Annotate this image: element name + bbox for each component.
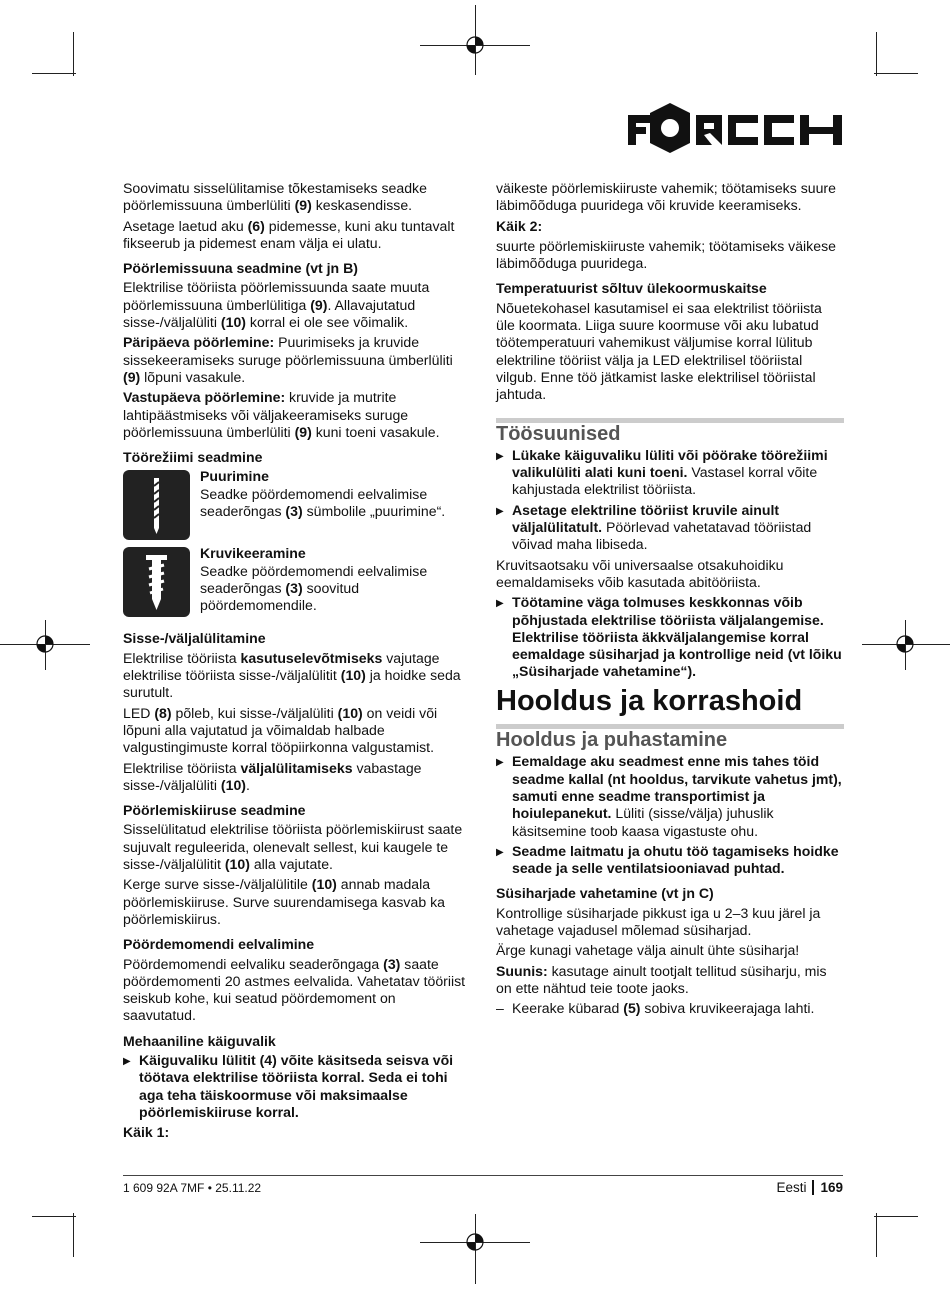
paragraph: LED (8) põleb, kui sisse-/väljalüliti (10) on veidi või lõpuni alla vajutatud ja võimaldab halbade valgustingimuste korral tööpiirkonna valgustamist. [123,704,438,756]
page-footer [776,1180,843,1195]
crop-mark [73,32,74,76]
paragraph: Elektrilise tööriista kasutuselevõtmiseks vajutage elektrilise tööriista sisse-/väljalülitit (10) ja hoidke seda surutult. [123,649,461,701]
warning-bullet: ▶ Eemaldage aku seadmest enne mis tahes töid seadme kallal (nt hooldus, tarvikute vahetus jmt), samuti enne seadme transportimist ja hoiulepanekut. Lüliti (sisse/välja) juhuslik käsitsemine toob kaasa vigastuste ohu. [496,753,844,839]
paragraph: Sisselülitatud elektrilise tööriista pöörlemiskiirust saate sujuvalt reguleerida, olenevalt sellest, kui kaugele te sisse-/väljalülitit (10) alla vajutate. [123,821,463,873]
paragraph: Asetage laetud aku (6) pidemesse, kuni aku tuntavalt fikseerub ja pidemest enam välja ei ulatu. [123,217,455,251]
section-bar [496,724,844,752]
warning-bullet: ▶ Käiguvaliku lülitit (4) võite käsitseda seisva või töötava elektrilise tööriista korral. Seda ei tohi aga teha täiskoormuse või maksimaalse pöörlemiskiiruse korral. [123,1052,471,1121]
right-column [496,180,844,1020]
section-heading: Temperatuurist sõltuv ülekoormuskaitse [496,280,767,297]
section-heading: Pöörlemiskiiruse seadmine [123,802,306,819]
paragraph: Kruvitsaotsaku või universaalse otsakuhoidiku eemaldamiseks võib kasutada abitööriista. [496,556,784,590]
left-column [123,180,471,1144]
paragraph: väikeste pöörlemiskiiruste vahemik; töötamiseks suure läbimõõduga puuridega või kruvide keeramiseks. [496,180,836,214]
warning-bullet: ▶ Asetage elektriline tööriist kruvile ainult väljalülitatult. Pöörlevad vahetatavad tööriistad võivad maha libiseda. [496,502,844,554]
paragraph: Käik 1: [123,1124,170,1141]
paragraph: Nõuetekohasel kasutamisel ei saa elektrilist tööriista üle koormata. Liiga suure koormuse või aku lubatud töötemperatuuri vahemikust väljumise korral lülitub elektriline tööriist välja ja LED elektrilisel tööriistal vilgub. Enne töö jätkamist laske elektrilisel tööriistal jahtuda. [496,299,822,403]
paragraph: Kerge surve sisse-/väljalülitile (10) annab madala pöörlemiskiiruse. Surve suurendamisega kasvab ka pöörlemiskiirus. [123,876,445,927]
crop-mark [32,73,76,74]
footer-rule [123,1175,843,1176]
language-label: Eesti [776,1180,807,1195]
section-heading: Pöörlemissuuna seadmine (vt jn B) [123,260,358,277]
crop-mark [876,1213,877,1257]
warning-bullet: ▶ Lükake käiguvaliku lüliti või pöörake töörežiimi valikulüliti alati kuni toeni. Vastasel korral võite kahjustada elektrilist tööriista. [496,447,844,499]
paragraph: Pöördemomendi eelvaliku seaderõngaga (3) saate pöördemomenti 20 astmes eelvalida. Vahetatav tööriist seiskub kohe, kui seatud pöördemoment on saavutatud. [123,955,466,1024]
page-number: 169 [812,1180,843,1195]
registration-target-icon [465,1232,485,1252]
section-heading: Pöördemomendi eelvalimine [123,936,315,953]
warning-bullet: ▶ Töötamine väga tolmuses keskkonnas võib põhjustada elektrilise tööriista väljalangemise. Elektrilise tööriista äkkväljalangemise korral eemaldage süsiharjad ja kontrollige neid (vt lõiku „Süsiharjade vahetamine“). [496,594,844,680]
registration-target-icon [895,634,915,654]
chapter-title: Hooldus ja korrashoid [496,684,803,717]
drill-bit-icon [123,470,190,540]
paragraph: Suunis: kasutage ainult tootjalt tellitud süsiharju, mis on ette nähtud teie toote jaoks. [496,962,827,996]
crop-mark [874,73,918,74]
paragraph: Ärge kunagi vahetage välja ainult ühte süsiharja! [496,942,800,959]
brand-logo [628,97,842,157]
paragraph: Soovimatu sisselülitamise tõkestamiseks seadke pöörlemissuuna ümberlüliti (9) keskasendisse. [123,180,427,214]
section-heading: Sisse-/väljalülitamine [123,630,266,647]
document-code: 1 609 92A 7MF • 25.11.22 [123,1181,262,1195]
paragraph: Päripäeva pöörlemine: Puurimiseks ja kruvide sissekeeramiseks suruge pöörlemissuuna ümberlüliti (9) lõpuni vasakule. [123,334,453,385]
section-heading: Mehaaniline käiguvalik [123,1032,276,1049]
paragraph: Kontrollige süsiharjade pikkust iga u 2–3 kuu järel ja vahetage vajadusel mõlemad süsiharjad. [496,904,821,938]
crop-mark [32,1216,76,1217]
crop-mark [73,1213,74,1257]
mode-screwdriving: Kruvikeeramine Seadke pöördemomendi eelvalimise seaderõngas (3) soovitud pöördemomendile. [123,545,471,622]
section-heading: Süsiharjade vahetamine (vt jn C) [496,885,714,902]
mode-title: Puurimine [200,468,269,485]
paragraph: Elektrilise tööriista väljalülitamiseks vabastage sisse-/väljalüliti (10). [123,759,422,793]
paragraph: Elektrilise tööriista pöörlemissuunda saate muuta pöörlemissuuna ümberlülitiga (9). Allavajutatud sisse-/väljalüliti (10) korral ei ole see võimalik. [123,279,430,331]
screw-icon [123,547,190,617]
section-heading: Töörežiimi seadmine [123,449,263,466]
section-title: Töösuunised [496,422,621,445]
paragraph: Käik 2: [496,217,543,234]
mode-title: Kruvikeeramine [200,545,306,562]
crop-mark [876,32,877,76]
warning-bullet: ▶ Seadme laitmatu ja ohutu töö tagamiseks hoidke seade ja selle ventilatsiooniavad puhtad. [496,843,844,878]
crop-mark [874,1216,918,1217]
mode-drilling: Puurimine Seadke pöördemomendi eelvalimise seaderõngas (3) sümbolile „puurimine“. [123,468,471,545]
registration-target-icon [465,35,485,55]
registration-target-icon [35,634,55,654]
section-bar [496,418,844,443]
paragraph: Vastupäeva pöörlemine: kruvide ja mutrite lahtipäästmiseks või väljakeeramiseks suruge pöörlemissuuna ümberlüliti (9) kuni toeni vasakule. [123,389,440,440]
section-title: Hooldus ja puhastamine [496,729,728,752]
paragraph: suurte pöörlemiskiiruste vahemik; töötamiseks väikese läbimõõduga puuridega. [496,237,836,272]
dash-item: – Keerake kübarad (5) sobiva kruvikeerajaga lahti. [496,1000,844,1017]
